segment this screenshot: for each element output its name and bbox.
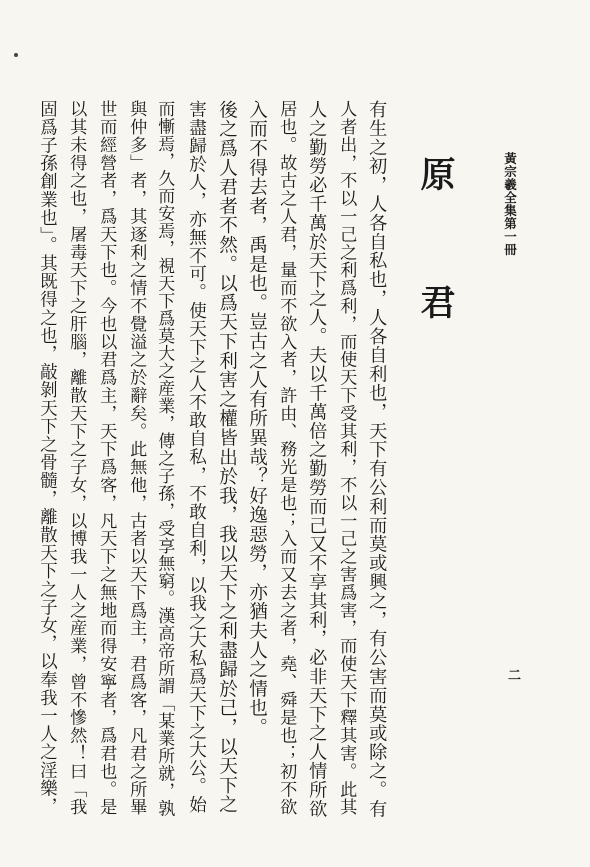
text-line-11: 以其未得之也，屠毒天下之肝腦，離散天下之子女，以博我一人之産業，曾不慘然！曰「我 (66, 100, 87, 816)
margin-dot (14, 53, 18, 57)
text-line-12: 固爲子孫創業也」。其既得之也，敲剝天下之骨髓，離散天下之子女，以奉我一人之淫樂， (36, 100, 57, 816)
text-line-6: 後之爲人君者不然。以爲天下利害之權皆出於我，我以天下之利盡歸於己，以天下之 (216, 100, 238, 815)
text-line-10: 世而經營者，爲天下也。今也以君爲主，天下爲客，凡天下之無地而得安寧者，爲君也。是 (96, 100, 117, 816)
page-number: 二 (505, 668, 520, 681)
text-line-1: 有生之初，人各自私也，人各自利也，天下有公利而莫或興之，有公害而莫或除之。有 (366, 100, 388, 819)
text-line-9: 與仲多」者，其逐利之情不覺溢之於辭矣。此無他，古者以天下爲主，君爲客，凡君之所畢 (126, 100, 147, 816)
running-header: 黃宗羲全集第一冊 (502, 152, 518, 256)
text-line-4: 居也。故古之人君，量而不欲入者，許由、務光是也；入而又去之者，堯、舜是也；初不欲 (276, 100, 297, 816)
text-line-5: 入而不得去者，禹是也。豈古之人有所異哉？好逸惡勞，亦猶夫人之情也。 (246, 100, 268, 737)
text-line-7: 害盡歸於人，亦無不可。使天下之人不敢自私，不敢自利，以我之大私爲天下之大公。始 (186, 100, 207, 814)
text-line-2: 人者出，不以一己之利爲利，而使天下受其利，不以一己之害爲害，而使天下釋其害。此其 (336, 100, 357, 816)
text-line-3: 人之勤勞必千萬於天下之人。夫以千萬倍之勤勞而己又不享其利，必非天下之人情所欲 (306, 100, 328, 819)
text-line-8: 而慚焉，久而安焉，視天下爲莫大之産業，傳之子孫，受享無窮。漢高帝所謂「某業所就，孰 (155, 100, 176, 818)
section-title: 原 君 (415, 156, 456, 345)
